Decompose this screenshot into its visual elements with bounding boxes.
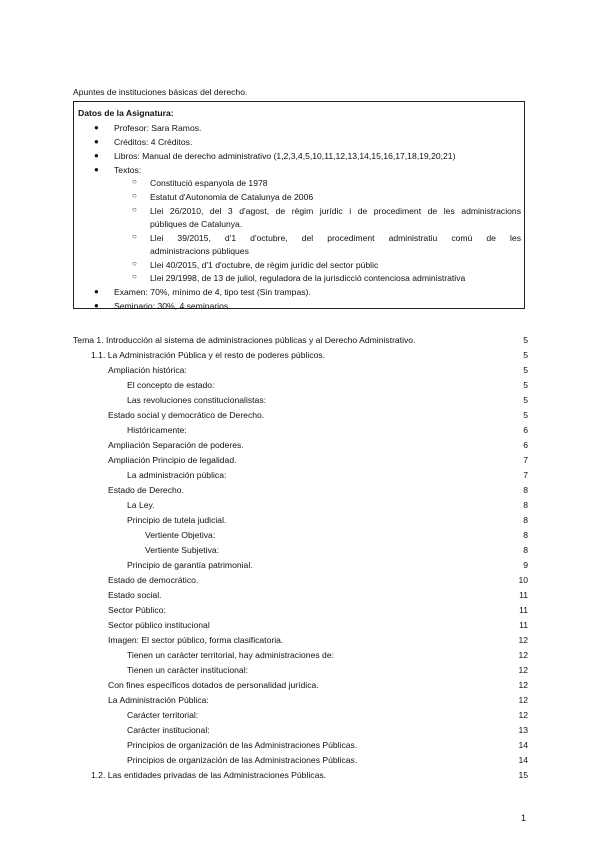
- professor-line: Profesor: Sara Ramos.: [114, 123, 202, 133]
- toc-entry[interactable]: [0, 395, 600, 407]
- toc-entry-label: Imagen: El sector público, forma clasificatoria.: [108, 635, 284, 645]
- toc-entry[interactable]: [0, 470, 600, 482]
- info-box-heading: Datos de la Asignatura:: [78, 108, 174, 118]
- toc-entry-page: 11: [519, 605, 528, 615]
- toc-entry-label: Sector público institucional: [108, 620, 210, 630]
- toc-entry-page: 6: [523, 425, 528, 435]
- toc-entry-label: Carácter institucional:: [127, 725, 210, 735]
- toc-entry[interactable]: [0, 635, 600, 647]
- toc-entry[interactable]: [0, 605, 600, 617]
- toc-entry-page: 8: [523, 545, 528, 555]
- toc-entry-page: 5: [523, 365, 528, 375]
- toc-entry[interactable]: [0, 770, 600, 782]
- toc-entry-page: 10: [518, 575, 528, 585]
- toc-entry[interactable]: [0, 410, 600, 422]
- toc-entry-page: 11: [519, 590, 528, 600]
- toc-entry[interactable]: [0, 710, 600, 722]
- bullet-icon: ●: [94, 301, 99, 310]
- toc-entry-page: 12: [518, 665, 528, 675]
- toc-entry-label: La Ley.: [127, 500, 155, 510]
- circle-bullet-icon: ○: [132, 191, 137, 200]
- text-item: Llei 40/2015, d'1 d'octubre, de règim jurídic del sector públic: [150, 260, 379, 270]
- toc-entry-page: 9: [523, 560, 528, 570]
- bullet-icon: ●: [94, 151, 99, 160]
- toc-entry[interactable]: [0, 350, 600, 362]
- toc-entry-page: 8: [523, 530, 528, 540]
- circle-bullet-icon: ○: [132, 232, 137, 241]
- toc-entry-page: 5: [523, 380, 528, 390]
- toc-entry[interactable]: [0, 560, 600, 572]
- toc-entry-label: Tienen un carácter institucional:: [127, 665, 249, 675]
- toc-entry[interactable]: [0, 515, 600, 527]
- toc-entry[interactable]: [0, 425, 600, 437]
- toc-entry[interactable]: [0, 485, 600, 497]
- toc-entry[interactable]: [0, 620, 600, 632]
- seminar-line: Seminario: 30%, 4 seminarios.: [114, 301, 231, 311]
- toc-entry-page: 5: [523, 410, 528, 420]
- toc-entry-label: Con fines específicos dotados de personalidad jurídica.: [108, 680, 319, 690]
- toc-entry[interactable]: [0, 725, 600, 737]
- toc-entry[interactable]: [0, 680, 600, 692]
- page-number: 1: [520, 813, 526, 823]
- toc-entry[interactable]: [0, 365, 600, 377]
- bullet-icon: ●: [94, 287, 99, 296]
- circle-bullet-icon: ○: [132, 272, 137, 281]
- toc-entry-label: 1.1. La Administración Pública y el resto de poderes públicos.: [91, 350, 326, 360]
- exam-line: Examen: 70%, mínimo de 4, tipo test (Sin trampas).: [114, 287, 311, 297]
- toc-entry-page: 14: [518, 755, 528, 765]
- toc-entry[interactable]: [0, 530, 600, 542]
- course-info-box: [73, 101, 525, 309]
- toc-entry-page: 11: [519, 620, 528, 630]
- toc-entry-page: 12: [518, 695, 528, 705]
- toc-entry-label: Históricamente:: [127, 425, 187, 435]
- toc-entry[interactable]: [0, 695, 600, 707]
- toc-entry-label: Vertiente Objetiva:: [145, 530, 216, 540]
- toc-entry[interactable]: [0, 380, 600, 392]
- toc-entry[interactable]: [0, 575, 600, 587]
- bullet-icon: ●: [94, 123, 99, 132]
- toc-entry-page: 7: [523, 455, 528, 465]
- toc-entry[interactable]: [0, 755, 600, 767]
- toc-entry-label: Ampliación Principio de legalidad.: [108, 455, 237, 465]
- text-item-continuation: administracions públiques: [150, 246, 249, 256]
- toc-entry-label: Estado de Derecho.: [108, 485, 184, 495]
- document-title: Apuntes de instituciones básicas del derecho.: [73, 87, 248, 97]
- toc-entry-label: El concepto de estado:: [127, 380, 215, 390]
- toc-entry-label: Ampliación histórica:: [108, 365, 187, 375]
- text-item-continuation: públiques de Catalunya.: [150, 219, 243, 229]
- toc-entry[interactable]: [0, 665, 600, 677]
- toc-entry-page: 12: [518, 680, 528, 690]
- circle-bullet-icon: ○: [132, 205, 137, 214]
- toc-entry-label: Ampliación Separación de poderes.: [108, 440, 244, 450]
- bullet-icon: ●: [94, 137, 99, 146]
- bullet-icon: ●: [94, 165, 99, 174]
- texts-line: Textos:: [114, 165, 142, 175]
- toc-entry-page: 8: [523, 500, 528, 510]
- toc-entry-label: Principios de organización de las Administraciones Públicas.: [127, 755, 358, 765]
- toc-entry-page: 12: [518, 710, 528, 720]
- toc-entry[interactable]: [0, 590, 600, 602]
- toc-entry-label: Sector Público:: [108, 605, 166, 615]
- toc-entry-page: 5: [523, 335, 528, 345]
- toc-entry-page: 8: [523, 485, 528, 495]
- toc-entry-label: Principio de tutela judicial.: [127, 515, 227, 525]
- toc-entry-page: 8: [523, 515, 528, 525]
- toc-entry-page: 5: [523, 395, 528, 405]
- toc-entry[interactable]: [0, 335, 600, 347]
- toc-entry[interactable]: [0, 740, 600, 752]
- text-item: Constitució espanyola de 1978: [150, 178, 268, 188]
- toc-entry[interactable]: [0, 545, 600, 557]
- toc-entry-label: Las revoluciones constitucionalistas:: [127, 395, 267, 405]
- circle-bullet-icon: ○: [132, 259, 137, 268]
- toc-entry-page: 5: [523, 350, 528, 360]
- toc-entry[interactable]: [0, 440, 600, 452]
- toc-entry-page: 15: [518, 770, 528, 780]
- toc-entry-label: Principio de garantía patrimonial.: [127, 560, 253, 570]
- toc-entry-label: Estado social.: [108, 590, 162, 600]
- toc-entry-page: 12: [518, 635, 528, 645]
- toc-entry-label: Estado de democrático.: [108, 575, 199, 585]
- text-item: Estatut d'Autonomia de Catalunya de 2006: [150, 192, 314, 202]
- toc-entry-label: Vertiente Subjetiva:: [145, 545, 220, 555]
- toc-entry-label: Tienen un carácter territorial, hay administraciones de:: [127, 650, 334, 660]
- toc-entry-label: Principios de organización de las Administraciones Públicas.: [127, 740, 358, 750]
- toc-entry-page: 6: [523, 440, 528, 450]
- circle-bullet-icon: ○: [132, 177, 137, 186]
- toc-entry-label: La Administración Pública:: [108, 695, 209, 705]
- toc-entry-page: 7: [523, 470, 528, 480]
- toc-entry-page: 14: [518, 740, 528, 750]
- books-line: Libros: Manual de derecho administrativo (1,2,3,4,5,10,11,12,13,14,15,16,17,18,19,20,21): [114, 151, 456, 161]
- text-item: Llei 26/2010, del 3 d'agost, de règim jurídic i de procediment de les administracions: [150, 206, 521, 216]
- toc-entry-label: 1.2. Las entidades privadas de las Administraciones Públicas.: [91, 770, 327, 780]
- toc-entry-page: 13: [518, 725, 528, 735]
- text-item: Llei 39/2015, d'1 d'octubre, del procediment administratiu comú de les: [150, 233, 521, 243]
- toc-entry-page: 12: [518, 650, 528, 660]
- toc-entry[interactable]: [0, 455, 600, 467]
- toc-entry-label: La administración pública:: [127, 470, 227, 480]
- toc-entry-label: Carácter territorial:: [127, 710, 199, 720]
- toc-entry[interactable]: [0, 650, 600, 662]
- toc-entry[interactable]: [0, 500, 600, 512]
- text-item: Llei 29/1998, de 13 de juliol, reguladora de la jurisdicció contenciosa administrativa: [150, 273, 466, 283]
- credits-line: Créditos: 4 Créditos.: [114, 137, 193, 147]
- toc-entry-label: Estado social y democrático de Derecho.: [108, 410, 265, 420]
- toc-entry-label: Tema 1. Introducción al sistema de administraciones públicas y al Derecho Administrativo.: [73, 335, 416, 345]
